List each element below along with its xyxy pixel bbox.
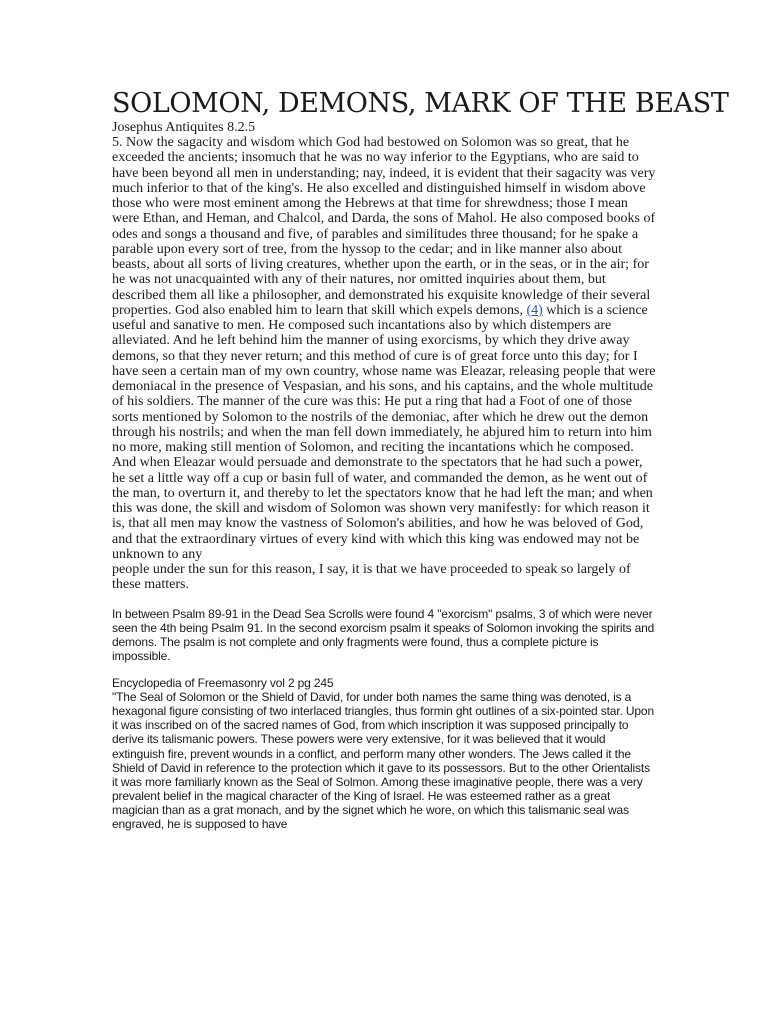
page-title: SOLOMON, DEMONS, MARK OF THE BEAST [112,88,729,119]
encyclopedia-heading: Encyclopedia of Freemasonry vol 2 pg 245 [112,676,334,691]
dead-sea-scrolls-paragraph: In between Psalm 89-91 in the Dead Sea Scrolls were found 4 "exorcism" psalms, 3 of which were never seen the 4th being Psalm 91. In the second exorcism psalm it speaks of Solomon invoking the spirits and demons. The psalm is not complete and only fragments were found, thus a complete picture is impossible. [112,606,655,663]
josephus-text-part-2: which is a science useful and sanative to men. He composed such incantations also by which distempers are alleviated. And he left behind him the manner of using exorcisms, by which they drive away demons, so that they never return; and this method of cure is of great force unto this day; for I have seen a certain man of my own country, whose name was Eleazar, releasing people that were demoniacal in the presence of Vespasian, and his sons, and his captains, and the whole multitude of his soldiers. The manner of the cure was this: He put a ring that had a Foot of one of those sorts mentioned by Solomon to the nostrils of the demoniac, after which he drew out the demon through his nostrils; and when the man fell down immediately, he abjured him to return into him no more, making still mention of Solomon, and reciting the incantations which he composed. And when Eleazar would persuade and demonstrate to the spectators that he had such a power, he set a little way off a cup or basin full of water, and commanded the demon, as he went out of the man, to overturn it, and thereby to let the spectators know that he had left the man; and when this was done, the skill and wisdom of Solomon was shown very manifestly: for which reason it is, that all men may know the vastness of Solomon's abilities, and how he was beloved of God, and that the extraordinary virtues of every kind with which this king was endowed may not be unknown to any [112,302,656,562]
encyclopedia-quote: "The Seal of Solomon or the Shield of David, for under both names the same thing was denoted, is a hexagonal figure consisting of two interlaced triangles, thus formin ght outlines of a six-pointed star. Upon it was inscribed on of the sacred names of God, from which inscription it was supposed principally to derive its talismanic powers. These powers were very extensive, for it was believed that it would extinguish fire, prevent wounds in a conflict, and perform many other wonders. The Jews called it the Shield of David in reference to the protection which it gave to its possessors. But to the other Orientalists it was more familiarly known as the Seal of Solmon. Among these imaginative people, there was a very prevalent belief in the magical character of the King of Israel. He was esteemed rather as a great magician than as a grat monach, and by the signet which he wore, on which this talismanic seal was engraved, he is supposed to have [112,690,654,832]
josephus-passage-continuation: people under the sun for this reason, I say, it is that we have proceeded to speak so largely of these matters. [112,562,631,593]
document-page [112,88,729,832]
josephus-text-part-1: 5. Now the sagacity and wisdom which God had bestowed on Solomon was so great, that he exceeded the ancients; insomuch that he was no way inferior to the Egyptians, who are said to have been beyond all men in understanding; nay, indeed, it is evident that their sagacity was very much inferior to that of the king's. He also excelled and distinguished himself in wisdom above those who were most eminent among the Hebrews at that time for shrewdness; those I mean were Ethan, and Heman, and Chalcol, and Darda, the sons of Mahol. He also composed books of odes and songs a thousand and five, of parables and similitudes three thousand; for he spake a parable upon every sort of tree, from the hyssop to the cedar; and in like manner also about beasts, about all sorts of living creatures, whether upon the earth, or in the seas, or in the air; for he was not unacquainted with any of their natures, nor omitted inquiries about them, but described them all like a philosopher, and demonstrated his exquisite knowledge of their several properties. God also enabled him to learn that skill which expels demons, [112,135,656,318]
spacer [112,663,658,676]
footnote-link[interactable]: (4) [526,302,543,318]
josephus-passage [112,135,658,562]
source-citation: Josephus Antiquites 8.2.5 [112,120,256,135]
spacer [112,593,658,607]
